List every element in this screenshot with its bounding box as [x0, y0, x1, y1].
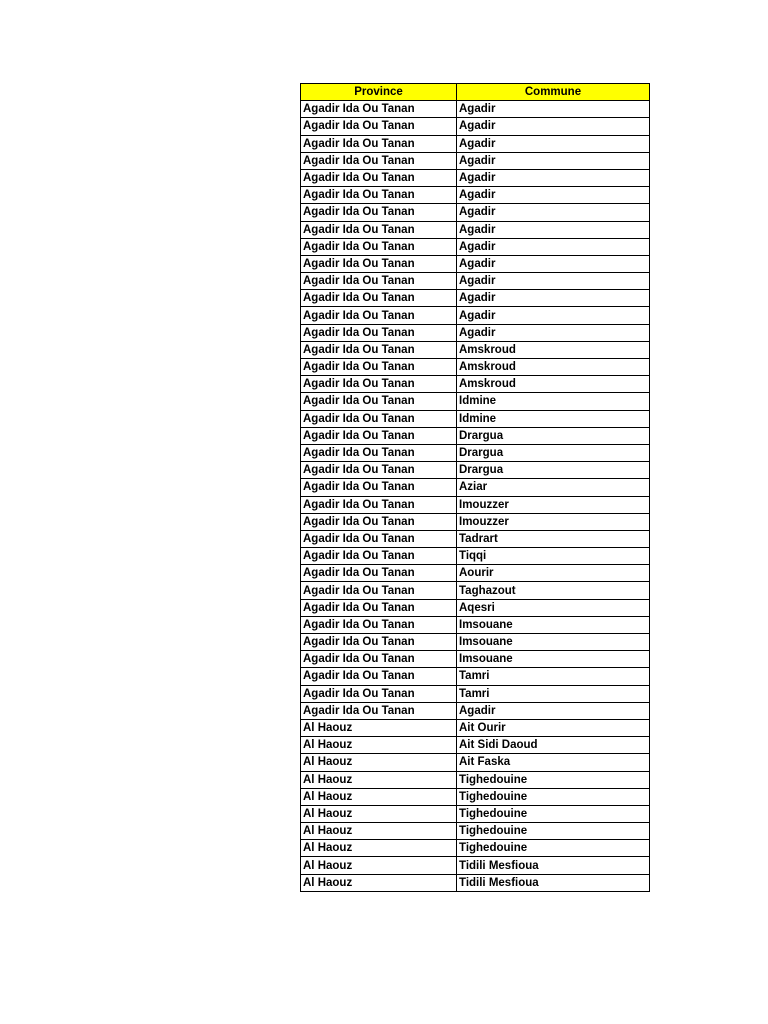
- cell-province[interactable]: Agadir Ida Ou Tanan: [301, 702, 457, 719]
- cell-commune[interactable]: Tighedouine: [457, 840, 650, 857]
- cell-commune[interactable]: Amskroud: [457, 359, 650, 376]
- table-row: [301, 651, 650, 668]
- cell-commune[interactable]: Agadir: [457, 101, 650, 118]
- cell-province[interactable]: Al Haouz: [301, 857, 457, 874]
- cell-commune[interactable]: Agadir: [457, 702, 650, 719]
- cell-commune[interactable]: Tiqqi: [457, 548, 650, 565]
- table-row: [301, 427, 650, 444]
- table-row: [301, 359, 650, 376]
- cell-commune[interactable]: Agadir: [457, 221, 650, 238]
- table-row: [301, 341, 650, 358]
- cell-commune[interactable]: Amskroud: [457, 376, 650, 393]
- cell-province[interactable]: Al Haouz: [301, 719, 457, 736]
- cell-province[interactable]: Agadir Ida Ou Tanan: [301, 238, 457, 255]
- cell-province[interactable]: Agadir Ida Ou Tanan: [301, 169, 457, 186]
- cell-province[interactable]: Agadir Ida Ou Tanan: [301, 152, 457, 169]
- table-row: [301, 169, 650, 186]
- cell-commune[interactable]: Tamri: [457, 668, 650, 685]
- cell-commune[interactable]: Ait Sidi Daoud: [457, 737, 650, 754]
- cell-commune[interactable]: Aqesri: [457, 599, 650, 616]
- cell-province[interactable]: Agadir Ida Ou Tanan: [301, 393, 457, 410]
- cell-commune[interactable]: Imouzzer: [457, 513, 650, 530]
- cell-province[interactable]: Agadir Ida Ou Tanan: [301, 685, 457, 702]
- column-header-province[interactable]: Province: [301, 84, 457, 101]
- table-row: [301, 101, 650, 118]
- cell-commune[interactable]: Agadir: [457, 204, 650, 221]
- cell-commune[interactable]: Tidili Mesfioua: [457, 874, 650, 891]
- table-row: [301, 204, 650, 221]
- table-row: [301, 393, 650, 410]
- table-row: [301, 410, 650, 427]
- cell-commune[interactable]: Imsouane: [457, 616, 650, 633]
- cell-commune[interactable]: Aziar: [457, 479, 650, 496]
- table-row: [301, 874, 650, 891]
- cell-province[interactable]: Al Haouz: [301, 805, 457, 822]
- table-header-row: [301, 84, 650, 101]
- cell-province[interactable]: Agadir Ida Ou Tanan: [301, 118, 457, 135]
- table-row: [301, 221, 650, 238]
- table-row: [301, 668, 650, 685]
- table-row: [301, 513, 650, 530]
- cell-province[interactable]: Agadir Ida Ou Tanan: [301, 290, 457, 307]
- table-row: [301, 462, 650, 479]
- table-row: [301, 255, 650, 272]
- table-row: [301, 565, 650, 582]
- cell-commune[interactable]: Tighedouine: [457, 771, 650, 788]
- cell-commune[interactable]: Aourir: [457, 565, 650, 582]
- table-row: [301, 290, 650, 307]
- cell-commune[interactable]: Agadir: [457, 152, 650, 169]
- table-row: [301, 754, 650, 771]
- cell-province[interactable]: Agadir Ida Ou Tanan: [301, 427, 457, 444]
- table-row: [301, 307, 650, 324]
- table-row: [301, 840, 650, 857]
- cell-commune[interactable]: Agadir: [457, 169, 650, 186]
- table-row: [301, 530, 650, 547]
- cell-province[interactable]: Agadir Ida Ou Tanan: [301, 255, 457, 272]
- table-row: [301, 152, 650, 169]
- cell-commune[interactable]: Agadir: [457, 135, 650, 152]
- cell-province[interactable]: Agadir Ida Ou Tanan: [301, 634, 457, 651]
- cell-commune[interactable]: Amskroud: [457, 341, 650, 358]
- table-row: [301, 376, 650, 393]
- cell-province[interactable]: Agadir Ida Ou Tanan: [301, 479, 457, 496]
- cell-province[interactable]: Al Haouz: [301, 737, 457, 754]
- table-row: [301, 599, 650, 616]
- cell-commune[interactable]: Tamri: [457, 685, 650, 702]
- table-row: [301, 496, 650, 513]
- cell-commune[interactable]: Drargua: [457, 444, 650, 461]
- cell-commune[interactable]: Ait Ourir: [457, 719, 650, 736]
- cell-province[interactable]: Agadir Ida Ou Tanan: [301, 135, 457, 152]
- cell-province[interactable]: Agadir Ida Ou Tanan: [301, 376, 457, 393]
- table-row: [301, 118, 650, 135]
- cell-commune[interactable]: Imouzzer: [457, 496, 650, 513]
- cell-commune[interactable]: Tighedouine: [457, 788, 650, 805]
- cell-province[interactable]: Al Haouz: [301, 788, 457, 805]
- table-row: [301, 616, 650, 633]
- table-row: [301, 548, 650, 565]
- province-commune-table: [300, 83, 650, 892]
- cell-commune[interactable]: Idmine: [457, 410, 650, 427]
- table-row: [301, 805, 650, 822]
- cell-province[interactable]: Agadir Ida Ou Tanan: [301, 582, 457, 599]
- table-row: [301, 771, 650, 788]
- cell-province[interactable]: Agadir Ida Ou Tanan: [301, 530, 457, 547]
- table-row: [301, 324, 650, 341]
- table-row: [301, 737, 650, 754]
- cell-province[interactable]: Agadir Ida Ou Tanan: [301, 410, 457, 427]
- cell-commune[interactable]: Drargua: [457, 427, 650, 444]
- cell-province[interactable]: Agadir Ida Ou Tanan: [301, 462, 457, 479]
- column-header-commune[interactable]: Commune: [457, 84, 650, 101]
- table-row: [301, 187, 650, 204]
- cell-commune[interactable]: Imsouane: [457, 651, 650, 668]
- cell-commune[interactable]: Agadir: [457, 290, 650, 307]
- cell-commune[interactable]: Agadir: [457, 118, 650, 135]
- cell-province[interactable]: Agadir Ida Ou Tanan: [301, 496, 457, 513]
- table-row: [301, 702, 650, 719]
- cell-province[interactable]: Agadir Ida Ou Tanan: [301, 668, 457, 685]
- cell-province[interactable]: Al Haouz: [301, 840, 457, 857]
- table-row: [301, 823, 650, 840]
- cell-commune[interactable]: Idmine: [457, 393, 650, 410]
- cell-province[interactable]: Agadir Ida Ou Tanan: [301, 341, 457, 358]
- cell-province[interactable]: Agadir Ida Ou Tanan: [301, 444, 457, 461]
- cell-province[interactable]: Agadir Ida Ou Tanan: [301, 273, 457, 290]
- cell-province[interactable]: Al Haouz: [301, 771, 457, 788]
- cell-commune[interactable]: Tadrart: [457, 530, 650, 547]
- table-row: [301, 685, 650, 702]
- cell-commune[interactable]: Drargua: [457, 462, 650, 479]
- cell-province[interactable]: Agadir Ida Ou Tanan: [301, 101, 457, 118]
- cell-commune[interactable]: Tidili Mesfioua: [457, 857, 650, 874]
- cell-province[interactable]: Agadir Ida Ou Tanan: [301, 324, 457, 341]
- cell-commune[interactable]: Agadir: [457, 187, 650, 204]
- cell-province[interactable]: Agadir Ida Ou Tanan: [301, 187, 457, 204]
- cell-commune[interactable]: Tighedouine: [457, 805, 650, 822]
- table-body: [301, 101, 650, 892]
- cell-commune[interactable]: Tighedouine: [457, 823, 650, 840]
- table-row: [301, 444, 650, 461]
- cell-commune[interactable]: Agadir: [457, 255, 650, 272]
- table-row: [301, 238, 650, 255]
- cell-commune[interactable]: Ait Faska: [457, 754, 650, 771]
- cell-province[interactable]: Agadir Ida Ou Tanan: [301, 616, 457, 633]
- cell-commune[interactable]: Taghazout: [457, 582, 650, 599]
- cell-commune[interactable]: Agadir: [457, 273, 650, 290]
- cell-province[interactable]: Agadir Ida Ou Tanan: [301, 548, 457, 565]
- cell-province[interactable]: Al Haouz: [301, 823, 457, 840]
- cell-province[interactable]: Al Haouz: [301, 874, 457, 891]
- cell-commune[interactable]: Agadir: [457, 307, 650, 324]
- cell-province[interactable]: Al Haouz: [301, 754, 457, 771]
- table-row: [301, 273, 650, 290]
- cell-province[interactable]: Agadir Ida Ou Tanan: [301, 599, 457, 616]
- cell-province[interactable]: Agadir Ida Ou Tanan: [301, 651, 457, 668]
- table-row: [301, 135, 650, 152]
- table-row: [301, 582, 650, 599]
- table-row: [301, 719, 650, 736]
- cell-commune[interactable]: Agadir: [457, 238, 650, 255]
- table-row: [301, 634, 650, 651]
- cell-province[interactable]: Agadir Ida Ou Tanan: [301, 565, 457, 582]
- cell-province[interactable]: Agadir Ida Ou Tanan: [301, 221, 457, 238]
- cell-commune[interactable]: Agadir: [457, 324, 650, 341]
- cell-province[interactable]: Agadir Ida Ou Tanan: [301, 359, 457, 376]
- cell-province[interactable]: Agadir Ida Ou Tanan: [301, 204, 457, 221]
- table-row: [301, 479, 650, 496]
- cell-province[interactable]: Agadir Ida Ou Tanan: [301, 513, 457, 530]
- table-row: [301, 788, 650, 805]
- table-row: [301, 857, 650, 874]
- cell-province[interactable]: Agadir Ida Ou Tanan: [301, 307, 457, 324]
- cell-commune[interactable]: Imsouane: [457, 634, 650, 651]
